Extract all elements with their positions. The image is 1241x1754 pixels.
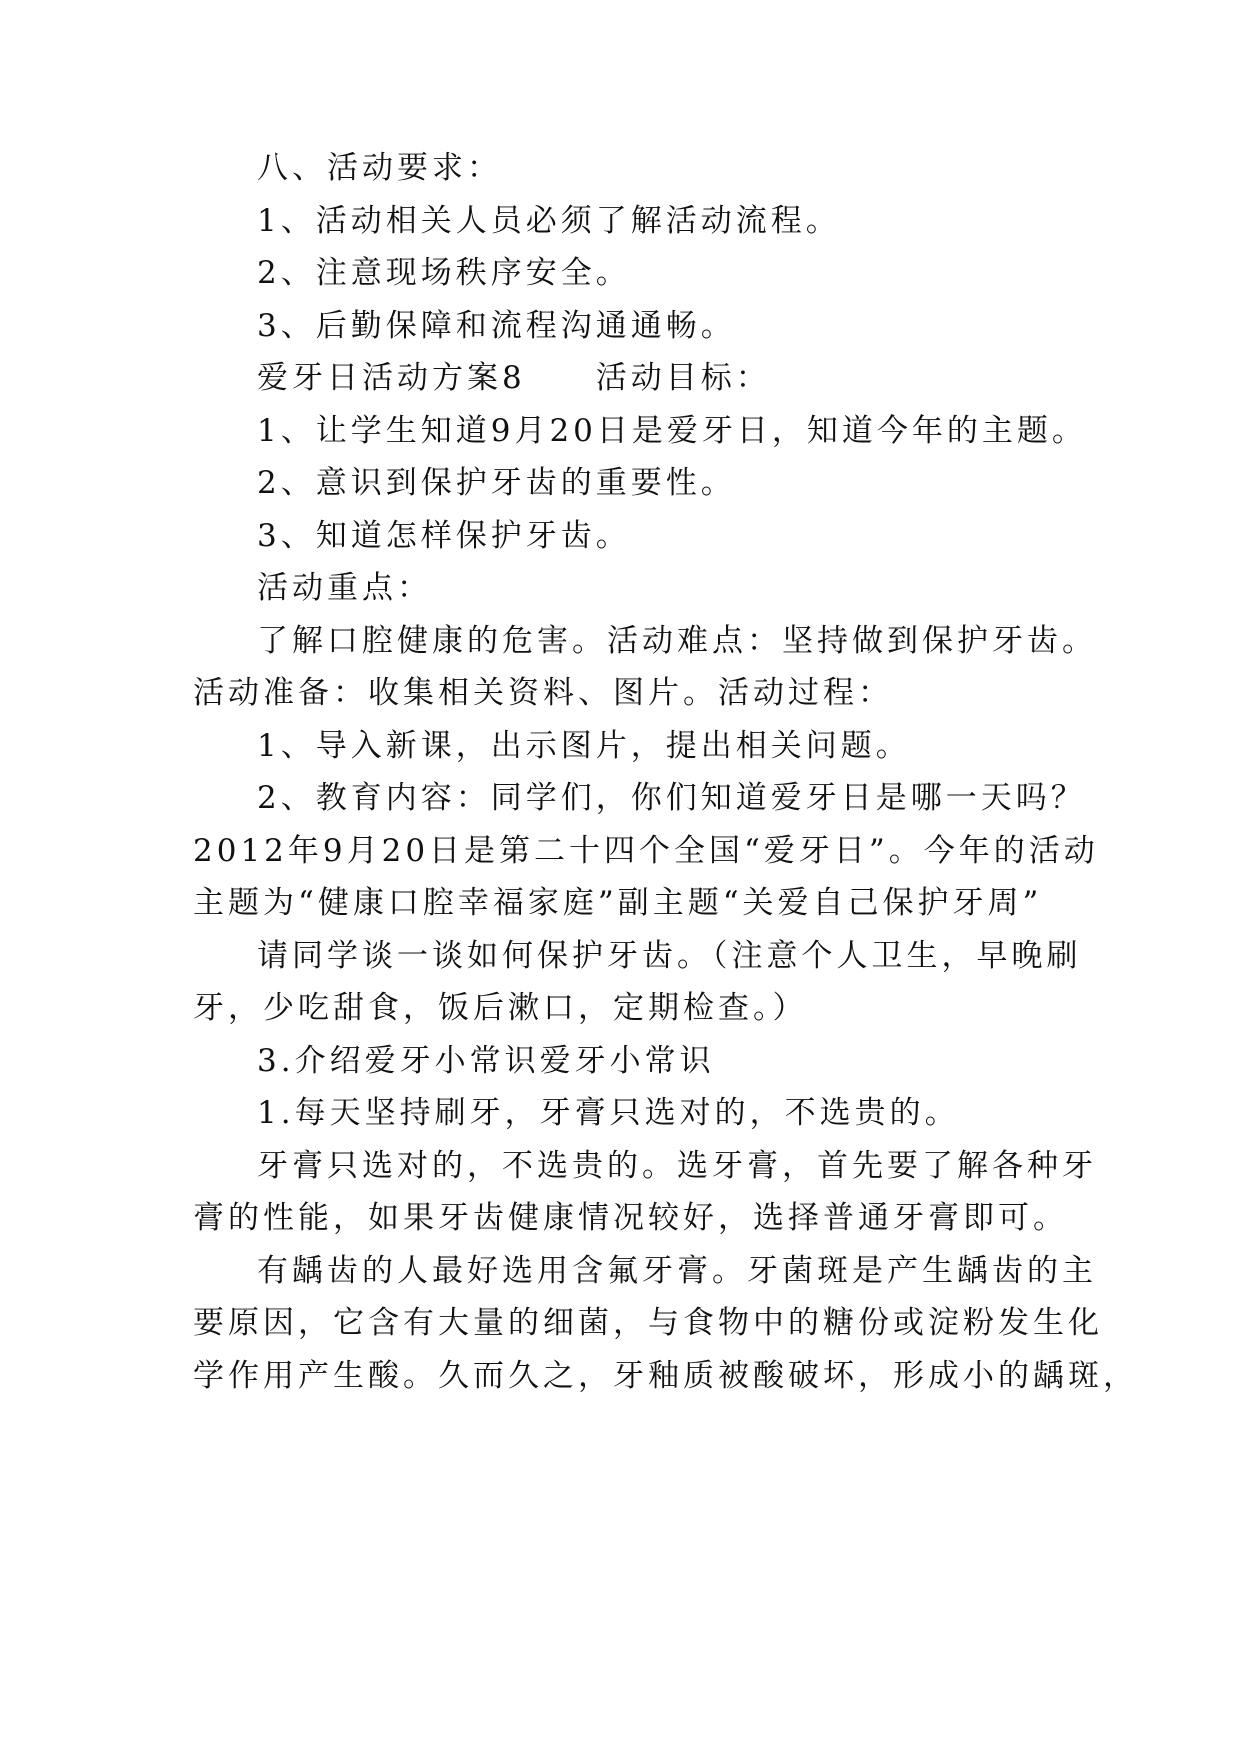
- paragraph-line: 1.每天坚持刷牙，牙膏只选对的，不选贵的。: [257, 1095, 960, 1131]
- paragraph-line: 1、让学生知道9月20日是爱牙日，知道今年的主题。: [257, 413, 1087, 449]
- paragraph-line: 3.介绍爱牙小常识爱牙小常识: [257, 1043, 715, 1079]
- paragraph-line: 3、知道怎样保护牙齿。: [257, 518, 631, 554]
- paragraph-line: 请同学谈一谈如何保护牙齿。（注意个人卫生，早晚刷: [257, 938, 1082, 974]
- section-heading-requirements: 八、活动要求：: [257, 150, 502, 186]
- paragraph-line: 膏的性能，如果牙齿健康情况较好，选择普通牙膏即可。: [193, 1200, 1068, 1236]
- paragraph-line: 有龋齿的人最好选用含氟牙膏。牙菌斑是产生龋齿的主: [257, 1253, 1097, 1289]
- paragraph-line: 2、教育内容：同学们，你们知道爱牙日是哪一天吗？: [257, 780, 1086, 816]
- paragraph-line: 2、意识到保护牙齿的重要性。: [257, 465, 736, 501]
- paragraph-line: 牙膏只选对的，不选贵的。选牙膏，首先要了解各种牙: [257, 1148, 1097, 1184]
- paragraph-line: 了解口腔健康的危害。活动难点：坚持做到保护牙齿。: [257, 623, 1097, 659]
- paragraph-line: 1、活动相关人员必须了解活动流程。: [257, 203, 841, 239]
- paragraph-line: 学作用产生酸。久而久之，牙釉质被酸破坏，形成小的龋斑，: [193, 1358, 1138, 1394]
- paragraph-line: 3、后勤保障和流程沟通通畅。: [257, 308, 736, 344]
- paragraph-line: 牙，少吃甜食，饭后漱口，定期检查。）: [193, 990, 808, 1026]
- plan-title-line: 爱牙日活动方案8 活动目标：: [257, 360, 771, 396]
- paragraph-line: 活动准备：收集相关资料、图片。活动过程：: [193, 675, 893, 711]
- section-heading-focus: 活动重点：: [257, 570, 432, 606]
- paragraph-line: 2、注意现场秩序安全。: [257, 255, 631, 291]
- paragraph-line: 主题为“健康口腔幸福家庭”副主题“关爱自己保护牙周”: [193, 885, 1043, 921]
- paragraph-line: 要原因，它含有大量的细菌，与食物中的糖份或淀粉发生化: [193, 1305, 1103, 1341]
- paragraph-line: 1、导入新课，出示图片，提出相关问题。: [257, 728, 911, 764]
- paragraph-line: 2012年9月20日是第二十四个全国“爱牙日”。今年的活动: [193, 833, 1099, 869]
